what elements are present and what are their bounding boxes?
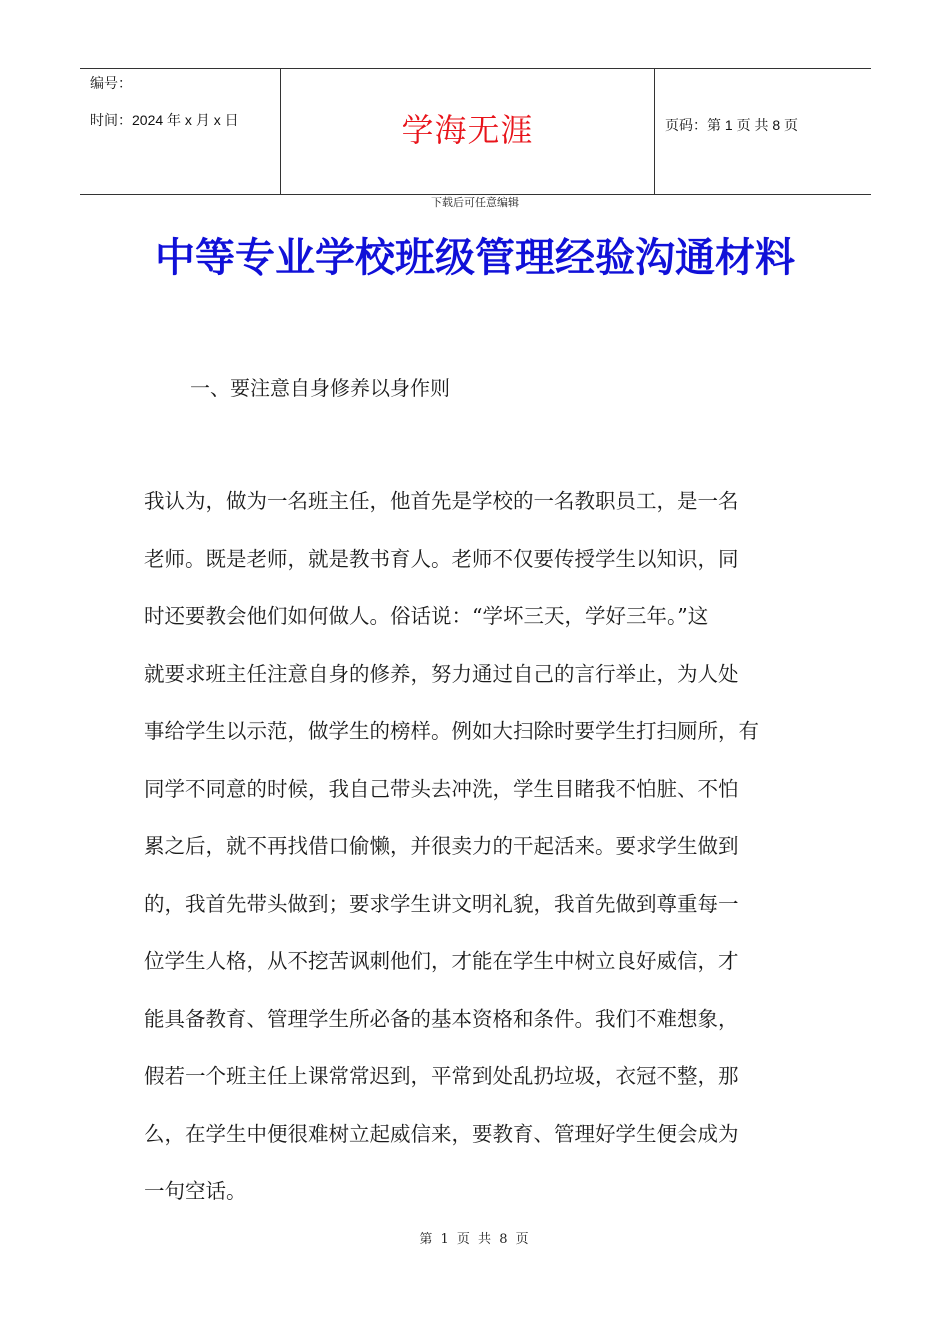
body-line: 一句空话。 [144, 1179, 247, 1203]
body-line: 能具备教育、管理学生所必备的基本资格和条件。我们不难想象， [144, 1006, 739, 1031]
header-left-cell [80, 69, 281, 194]
header-brand-cell [281, 69, 655, 194]
body-line: 位学生人格，从不挖苦讽刺他们，才能在学生中树立良好威信，才 [144, 949, 739, 973]
header-table [80, 68, 871, 195]
time-label: 时间：2024 年 x 月 x 日 [90, 112, 239, 128]
body-line: 老师。既是老师，就是教书育人。老师不仅要传授学生以知识，同 [144, 546, 739, 571]
body-line: 假若一个班主任上课常常迟到，平常到处乱扔垃圾，衣冠不整，那 [144, 1064, 739, 1088]
body-paragraph [144, 482, 809, 1230]
body-line: 我认为，做为一名班主任，他首先是学校的一名教职员工，是一名 [144, 489, 739, 513]
body-line: 事给学生以示范，做学生的榜样。例如大扫除时要学生打扫厕所，有 [144, 719, 759, 743]
editable-note: 下载后可任意编辑 [431, 196, 519, 209]
page-footer: 第 1 页 共 8 页 [419, 1232, 531, 1247]
section-heading: 一、要注意自身修养以身作则 [190, 376, 450, 400]
page-label: 页码：第 1 页 共 8 页 [665, 117, 799, 133]
body-line: 的，我首先带头做到；要求学生讲文明礼貌，我首先做到尊重每一 [144, 891, 739, 916]
header-right-cell [655, 69, 871, 194]
brand-name: 学海无涯 [401, 111, 534, 149]
serial-label: 编号： [90, 75, 132, 91]
body-line: 同学不同意的时候，我自己带头去冲洗，学生目睹我不怕脏、不怕 [144, 776, 739, 801]
body-line: 累之后，就不再找借口偷懒，并很卖力的干起活来。要求学生做到 [144, 834, 739, 858]
body-line: 时还要教会他们如何做人。俗话说：“学坏三天，学好三年。”这 [144, 604, 709, 628]
body-line: 就要求班主任注意自身的修养，努力通过自己的言行举止，为人处 [144, 661, 739, 686]
body-line: 么，在学生中便很难树立起威信来，要教育、管理好学生便会成为 [144, 1121, 739, 1146]
document-title: 中等专业学校班级管理经验沟通材料 [155, 235, 795, 281]
